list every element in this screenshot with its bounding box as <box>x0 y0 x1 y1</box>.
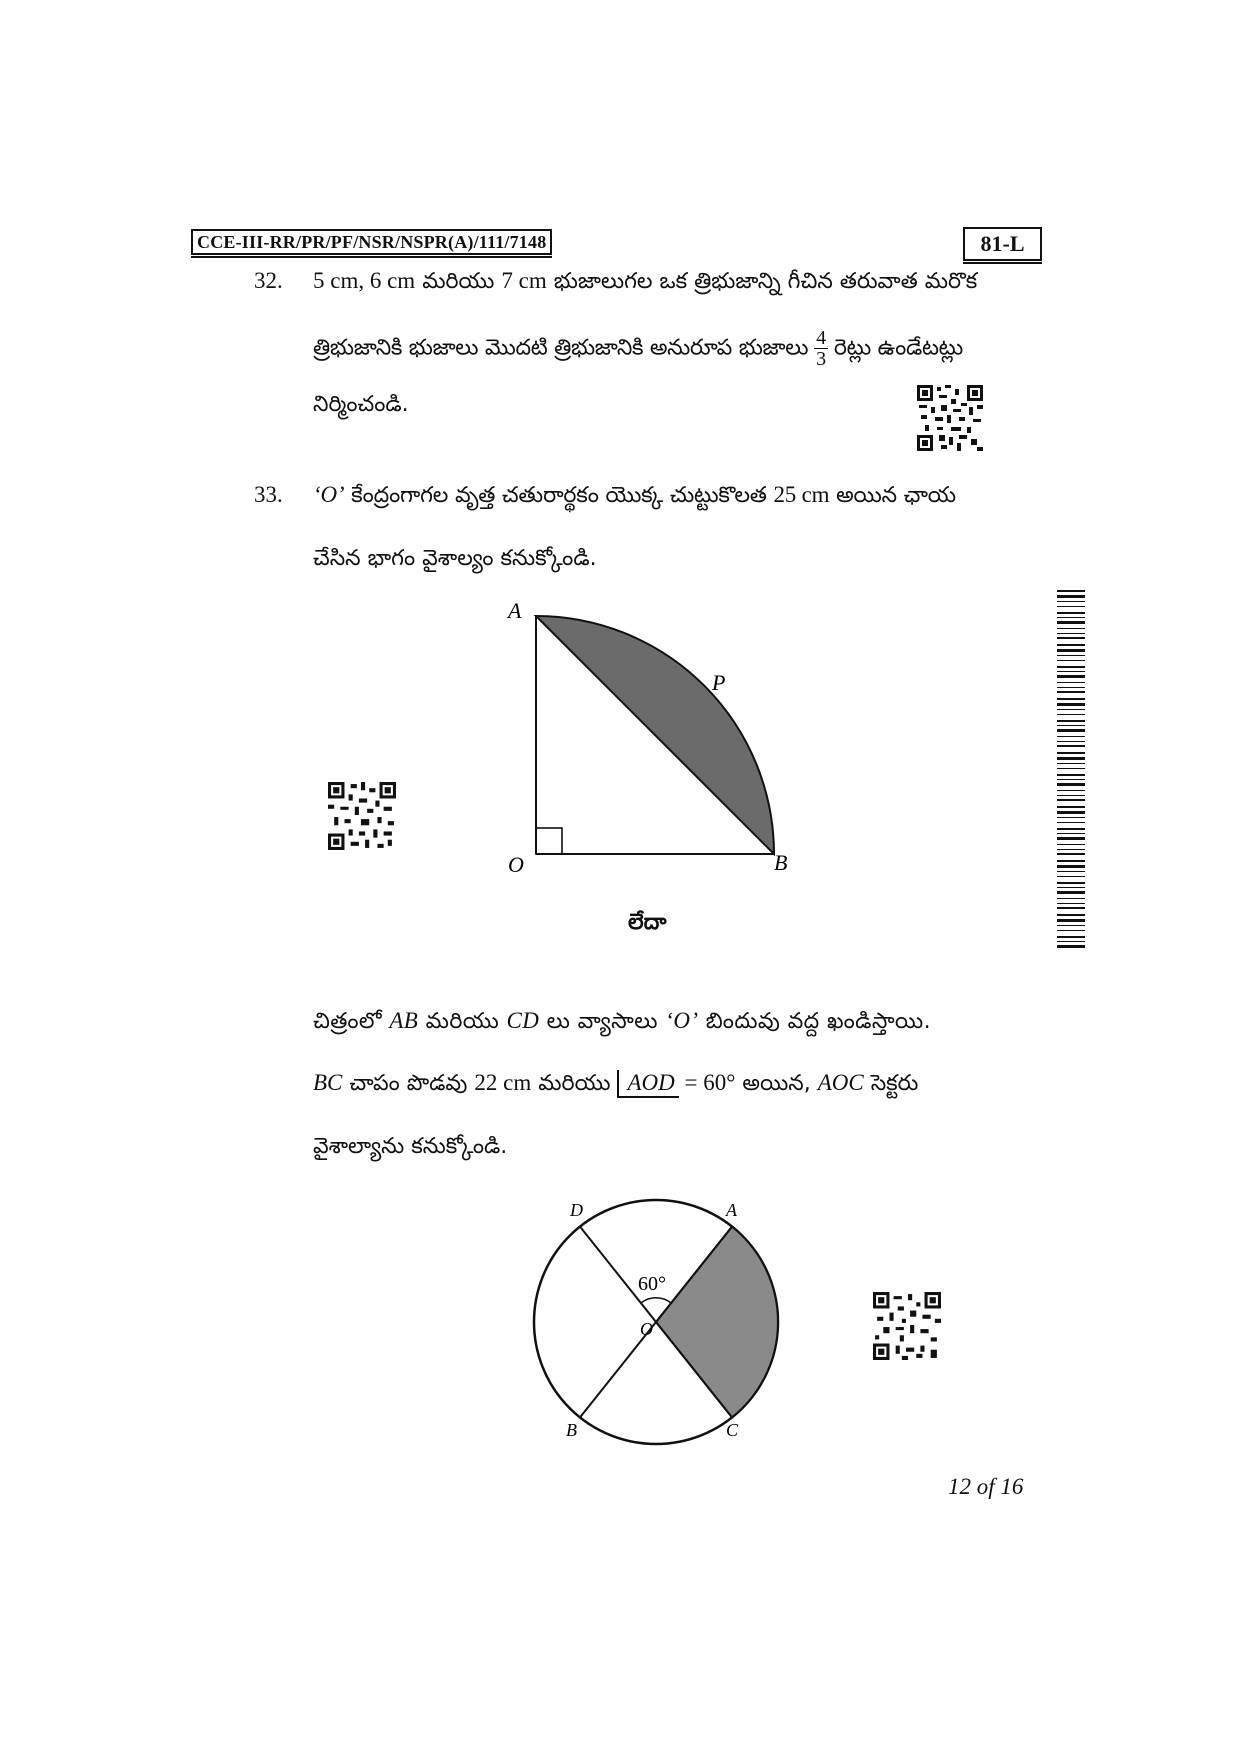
right-angle-mark <box>536 828 562 854</box>
barcode-bar <box>1057 595 1085 598</box>
barcode-bar <box>1057 799 1085 801</box>
barcode-bar <box>1057 891 1085 894</box>
alt-l2-f: అయిన, <box>735 1071 818 1096</box>
barcode-bar <box>1057 763 1085 764</box>
barcode-bar <box>1057 849 1085 850</box>
barcode-bar <box>1057 691 1085 693</box>
barcode-bar <box>1057 828 1085 830</box>
barcode-bar <box>1057 725 1085 726</box>
barcode-bar <box>1057 720 1085 722</box>
label-b: B <box>774 850 788 875</box>
barcode-bar <box>1057 682 1085 683</box>
or-separator: లేదా <box>628 910 667 935</box>
barcode-bar <box>1057 649 1085 652</box>
barcode-bar <box>1057 936 1085 938</box>
barcode-bar <box>1057 590 1085 592</box>
barcode-bar <box>1057 768 1085 769</box>
barcode-bar <box>1057 752 1085 754</box>
barcode-bar <box>1057 833 1085 834</box>
label-c2: C <box>726 1420 739 1440</box>
label-o2: O <box>640 1319 653 1339</box>
question-32-line-3: నిర్మించండి. <box>313 392 409 417</box>
alt-l1-cd: CD <box>506 1008 540 1033</box>
barcode-bar <box>1057 930 1085 931</box>
barcode-bar <box>1057 779 1085 780</box>
alt-l1-a: చిత్రంలో <box>313 1009 390 1034</box>
question-32-number: 32. <box>254 268 283 293</box>
barcode-bar <box>1057 703 1085 706</box>
alt-l2-d: మరియు <box>531 1071 618 1096</box>
barcode-bar <box>1057 907 1085 909</box>
barcode-bar <box>1057 666 1085 668</box>
q33-line1-rest: అయిన ఛాయ <box>829 483 956 508</box>
barcode-bar <box>1057 729 1085 732</box>
barcode-bar <box>1057 741 1085 742</box>
barcode-bar <box>1057 606 1085 607</box>
circle-figure <box>520 1190 790 1460</box>
question-33-line-1 <box>313 482 956 513</box>
q33-center-o: ‘O’ <box>313 482 345 507</box>
fraction-denominator: 3 <box>816 348 826 370</box>
barcode-bar <box>1057 709 1085 710</box>
alt-l1-ab: AB <box>389 1008 419 1033</box>
barcode-icon <box>1057 590 1085 950</box>
barcode-bar <box>1057 945 1085 948</box>
barcode-bar <box>1057 925 1085 926</box>
barcode-bar <box>1057 844 1085 845</box>
barcode-bar <box>1057 795 1085 796</box>
label-p: P <box>712 670 726 695</box>
q32-line1-rest: భుజాలుగల ఒక త్రిభుజాన్ని గీచిన తరువాత మరొక <box>546 269 978 294</box>
barcode-bar <box>1057 612 1085 614</box>
q32-line2-rest: రెట్లు ఉండేటట్లు <box>833 335 963 361</box>
alt-l2-arc: 22 cm <box>474 1070 532 1095</box>
barcode-bar <box>1057 633 1085 634</box>
angle-aod: AOD <box>617 1070 678 1098</box>
barcode-bar <box>1057 757 1085 760</box>
barcode-bar <box>1057 806 1085 808</box>
shaded-segment <box>536 616 774 854</box>
barcode-bar <box>1057 853 1085 855</box>
barcode-bar <box>1057 903 1085 904</box>
barcode-bar <box>1057 714 1085 715</box>
scale-fraction <box>814 328 828 369</box>
q32-sides-a: 5 cm, 6 cm <box>313 268 416 293</box>
barcode-bar <box>1057 774 1085 776</box>
q32-line2-text: త్రిభుజానికి భుజాలు మొదటి త్రిభుజానికి అనురూప భుజాలు <box>313 335 809 361</box>
barcode-bar <box>1057 621 1085 624</box>
barcode-bar <box>1057 745 1085 747</box>
page-number: 12 of 16 <box>948 1474 1024 1499</box>
angle-label: 60° <box>638 1273 666 1295</box>
alt-l2-b: చాపం పొడవు <box>342 1071 475 1096</box>
qr-code-icon <box>328 782 396 850</box>
barcode-bar <box>1057 687 1085 688</box>
alt-l2-aoc: AOC <box>817 1070 864 1095</box>
q33-perimeter: 25 cm <box>773 482 830 507</box>
question-32-line-1 <box>313 268 977 299</box>
barcode-bar <box>1057 628 1085 629</box>
label-b2: B <box>566 1420 577 1440</box>
alt-question-line-1 <box>313 1008 931 1039</box>
barcode-bar <box>1057 871 1085 872</box>
barcode-bar <box>1057 637 1085 639</box>
q32-and: మరియు <box>415 269 502 294</box>
barcode-bar <box>1057 698 1085 700</box>
paper-id-box: 81-L <box>963 227 1042 261</box>
qr-code-icon <box>873 1292 941 1360</box>
barcode-bar <box>1057 898 1085 899</box>
alt-l2-h: సెక్టరు <box>863 1071 919 1096</box>
alt-question-line-3: వైశాల్యాను కనుక్కోండి. <box>313 1134 508 1159</box>
alt-l1-c: మరియు <box>418 1009 507 1034</box>
barcode-bar <box>1057 882 1085 884</box>
fraction-numerator: 4 <box>816 327 826 349</box>
barcode-bar <box>1057 655 1085 656</box>
label-a2: A <box>726 1200 737 1220</box>
barcode-bar <box>1057 914 1085 916</box>
barcode-bar <box>1057 837 1085 840</box>
barcode-bar <box>1057 671 1085 672</box>
barcode-bar <box>1057 783 1085 786</box>
barcode-bar <box>1057 644 1085 646</box>
barcode-bar <box>1057 822 1085 823</box>
paper-code: CCE-III-RR/PR/PF/NSR/NSPR(A)/111/7148 <box>191 229 552 255</box>
barcode-bar <box>1057 887 1085 888</box>
barcode-bar <box>1057 941 1085 942</box>
q32-sides-b: 7 cm <box>501 268 547 293</box>
barcode-bar <box>1057 865 1085 868</box>
barcode-bar <box>1057 811 1085 814</box>
quadrant-figure <box>500 590 820 880</box>
barcode-bar <box>1057 790 1085 791</box>
q33-line1-text: కేంద్రంగాగల వృత్త చతురార్థకం యొక్క చుట్టుకొలత <box>344 483 774 508</box>
alt-l1-o: ‘O’ <box>665 1008 699 1033</box>
alt-l2-bc: BC <box>313 1070 343 1095</box>
label-o: O <box>508 852 524 877</box>
label-d: D <box>570 1200 583 1220</box>
alt-l1-e: లు వ్యాసాలు <box>539 1009 666 1034</box>
alt-l2-eq: = 60° <box>678 1070 736 1095</box>
barcode-bar <box>1057 617 1085 618</box>
question-32-line-2 <box>313 328 963 369</box>
barcode-bar <box>1057 817 1085 818</box>
barcode-bar <box>1057 860 1085 862</box>
question-33-number: 33. <box>254 482 283 507</box>
barcode-bar <box>1057 736 1085 737</box>
barcode-bar <box>1057 876 1085 877</box>
qr-code-icon <box>917 385 983 451</box>
alt-question-line-2 <box>313 1070 918 1101</box>
alt-l1-g: బిందువు వద్ద ఖండిస్తాయి. <box>698 1009 931 1034</box>
barcode-bar <box>1057 660 1085 661</box>
barcode-bar <box>1057 675 1085 678</box>
barcode-bar <box>1057 601 1085 602</box>
label-a: A <box>508 598 522 623</box>
barcode-bar <box>1057 919 1085 922</box>
question-33-line-2: చేసిన భాగం వైశాల్యం కనుక్కోండి. <box>313 546 597 571</box>
